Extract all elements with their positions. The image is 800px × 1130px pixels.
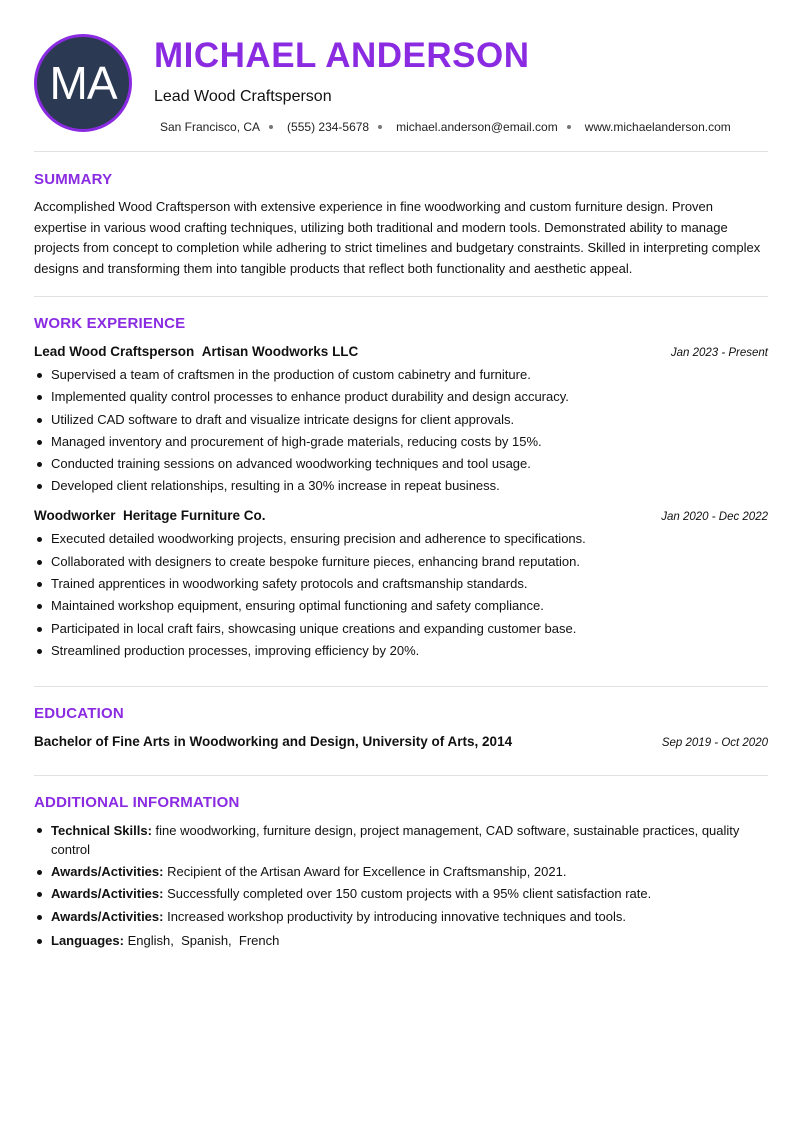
job-entry xyxy=(34,344,768,495)
list-item xyxy=(34,863,768,881)
resume-page xyxy=(34,0,768,950)
summary-text: Accomplished Wood Craftsperson with extensive experience in fine woodworking and custom furniture design. Proven expertise in various wood crafting techniques, utilizing both traditional and modern tools. Demonstrated ability to manage projects from concept to completion while adhering to strict timelines and budgetary constraints. Skilled in interpreting complex designs and transforming them into tangible products that reflect both functionality and aesthetic appeal. xyxy=(34,199,761,276)
education-dates: Sep 2019 - Oct 2020 xyxy=(661,736,768,749)
additional-list xyxy=(34,821,768,950)
item-label: Awards/Activities: xyxy=(51,908,164,924)
education-section xyxy=(34,687,768,776)
list-item: Maintained workshop equipment, ensuring optimal functioning and safety compliance. xyxy=(34,597,768,615)
contact-phone: (555) 234-5678 xyxy=(287,120,370,134)
item-text: Recipient of the Artisan Award for Excellence in Craftsmanship, 2021. xyxy=(167,863,567,879)
list-item: Utilized CAD software to draft and visualize intricate designs for client approvals. xyxy=(34,411,768,429)
list-item xyxy=(34,821,768,859)
job-header xyxy=(34,508,768,523)
list-item xyxy=(34,932,768,950)
list-item: Trained apprentices in woodworking safety protocols and craftsmanship standards. xyxy=(34,575,768,593)
list-item: Participated in local craft fairs, showcasing unique creations and expanding customer base. xyxy=(34,620,768,638)
job-dates: Jan 2020 - Dec 2022 xyxy=(661,511,768,524)
contact-location: San Francisco, CA xyxy=(160,120,261,134)
list-item: Developed client relationships, resulting in a 30% increase in repeat business. xyxy=(34,477,768,495)
job-bullets xyxy=(34,366,768,495)
job-header xyxy=(34,344,768,359)
job-heading xyxy=(34,344,358,359)
item-text: Successfully completed over 150 custom projects with a 95% client satisfaction rate. xyxy=(167,886,652,902)
job-role: Lead Wood Craftsperson xyxy=(34,344,195,359)
list-item xyxy=(34,908,768,926)
resume-header xyxy=(34,0,768,152)
item-label: Awards/Activities: xyxy=(51,863,164,879)
job-role: Woodworker xyxy=(34,508,116,524)
experience-section xyxy=(34,297,768,687)
list-item: Conducted training sessions on advanced woodworking techniques and tool usage. xyxy=(34,455,768,473)
item-label: Awards/Activities: xyxy=(51,886,164,902)
candidate-name: MICHAEL ANDERSON xyxy=(154,36,530,75)
contact-line xyxy=(160,120,731,134)
contact-website[interactable]: www.michaelanderson.com xyxy=(584,120,731,134)
item-label: Technical Skills: xyxy=(51,822,152,838)
list-item: Supervised a team of craftsmen in the production of custom cabinetry and furniture. xyxy=(34,366,768,384)
list-item: Streamlined production processes, improving efficiency by 20%. xyxy=(34,642,768,660)
item-label: Languages: xyxy=(51,932,124,948)
job-company: Artisan Woodworks LLC xyxy=(201,344,359,359)
item-text: fine woodworking, furniture design, project management, CAD software, sustainable practices, quality control xyxy=(51,822,740,857)
contact-email[interactable]: michael.anderson@email.com xyxy=(396,120,558,134)
education-entry xyxy=(34,734,768,749)
item-text: Increased workshop productivity by introducing innovative techniques and tools. xyxy=(167,908,626,924)
list-item: Managed inventory and procurement of high-grade materials, reducing costs by 15%. xyxy=(34,433,768,451)
list-item: Implemented quality control processes to enhance product durability and design accuracy. xyxy=(34,388,768,406)
candidate-title: Lead Wood Craftsperson xyxy=(154,88,332,105)
separator-dot-icon xyxy=(269,125,273,129)
section-title: SUMMARY xyxy=(34,171,113,188)
avatar: MA xyxy=(34,34,132,132)
job-company: Heritage Furniture Co. xyxy=(123,508,266,524)
section-title: EDUCATION xyxy=(34,704,124,722)
degree: Bachelor of Fine Arts in Woodworking and Design, University of Arts, 2014 xyxy=(34,733,513,749)
item-text: English, Spanish, French xyxy=(127,932,280,948)
separator-dot-icon xyxy=(378,125,382,129)
job-entry xyxy=(34,508,768,659)
summary-section xyxy=(34,152,768,297)
job-dates: Jan 2023 - Present xyxy=(670,347,768,359)
list-item: Collaborated with designers to create bespoke furniture pieces, enhancing brand reputation. xyxy=(34,553,768,571)
section-title: ADDITIONAL INFORMATION xyxy=(34,793,240,811)
list-item: Executed detailed woodworking projects, ensuring precision and adherence to specifications. xyxy=(34,530,768,548)
list-item xyxy=(34,885,768,903)
additional-section xyxy=(34,776,768,950)
job-bullets xyxy=(34,530,768,659)
separator-dot-icon xyxy=(567,125,571,129)
section-title: WORK EXPERIENCE xyxy=(34,315,186,332)
job-heading xyxy=(34,508,266,523)
